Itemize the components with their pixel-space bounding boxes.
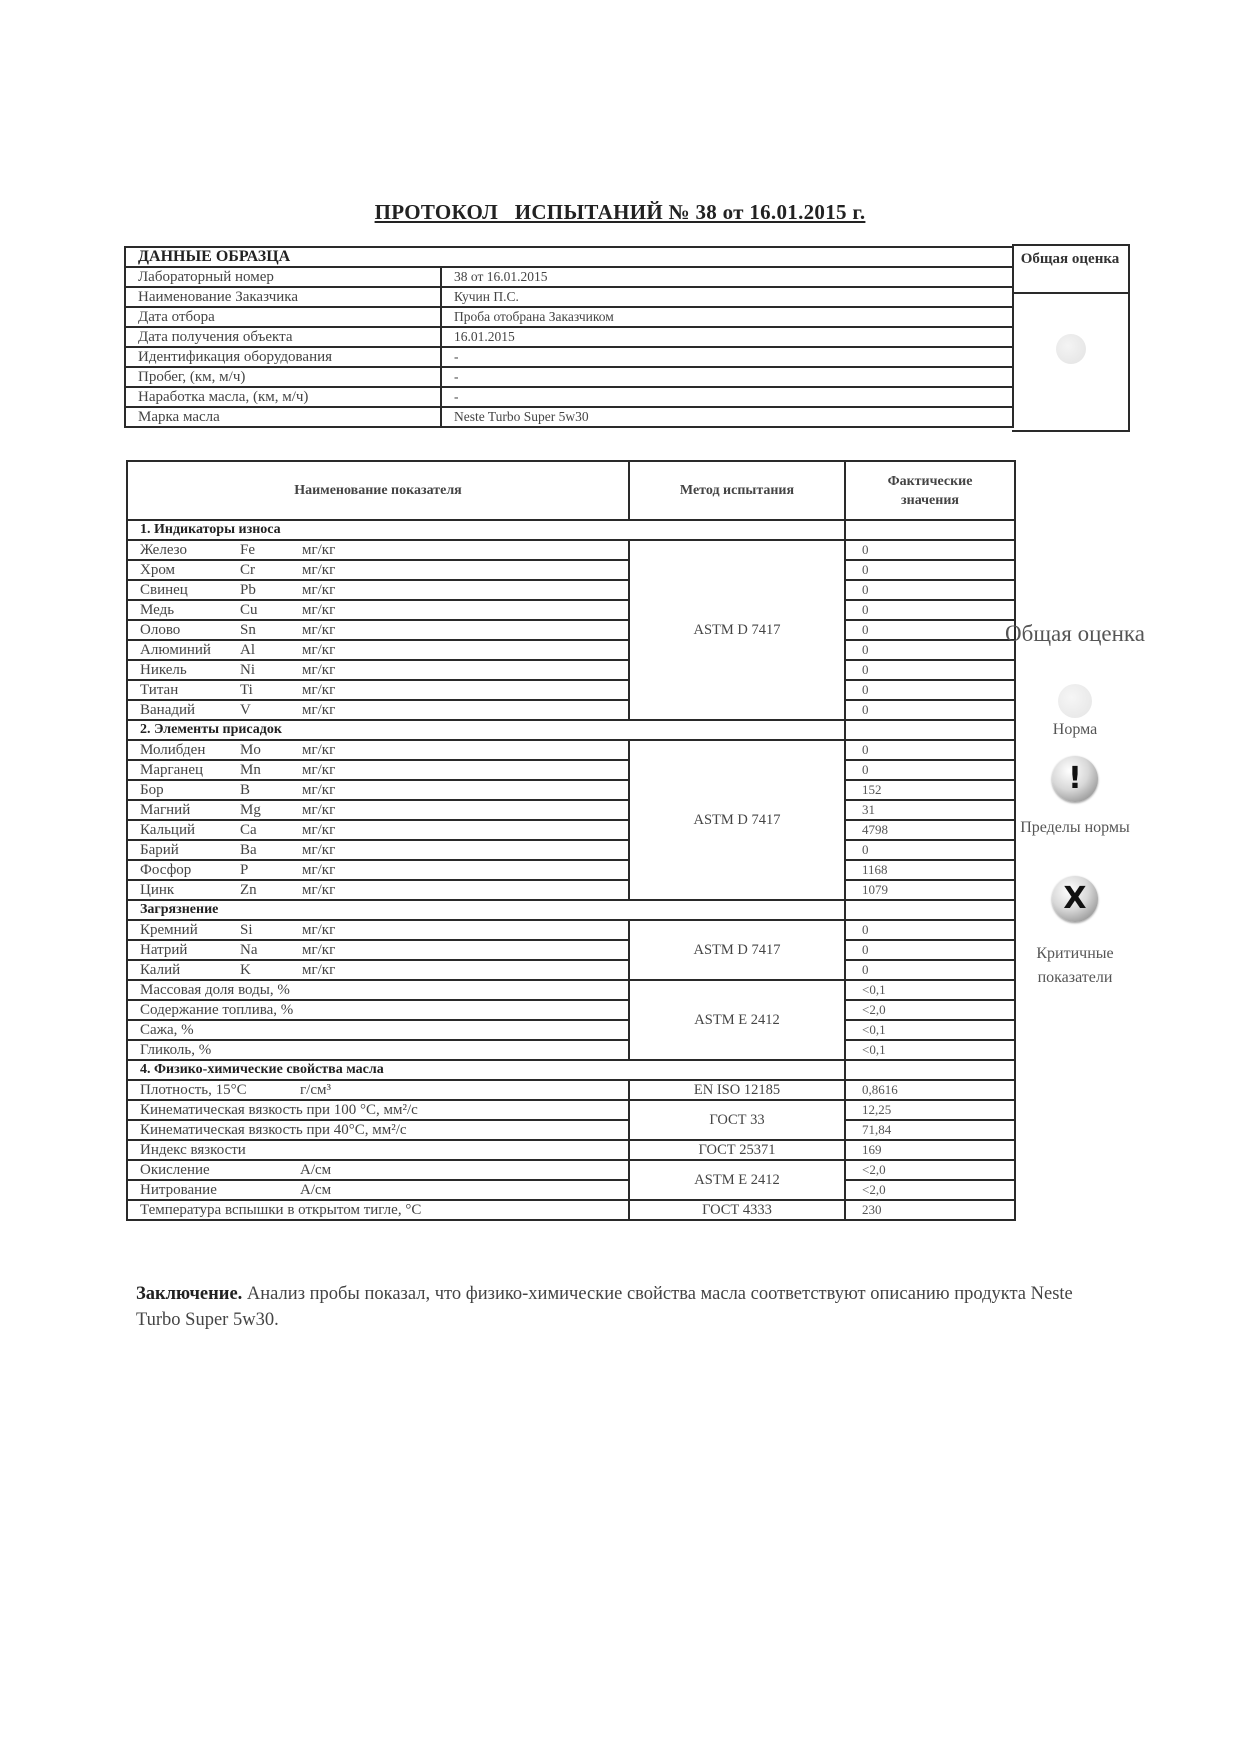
element-symbol: Ni	[240, 662, 255, 678]
indicator-unit: мг/кг	[302, 602, 336, 618]
result-row	[127, 1140, 1015, 1160]
method-cell: ASTM D 7417	[629, 740, 845, 900]
result-row	[127, 860, 1015, 880]
indicator-name: Фосфор	[140, 862, 192, 878]
value-cell: 12,25	[845, 1100, 1015, 1120]
sample-value: Кучин П.С.	[441, 287, 1013, 307]
element-symbol: P	[240, 862, 249, 878]
method-cell: ГОСТ 4333	[629, 1200, 845, 1220]
sample-label: Пробег, (км, м/ч)	[125, 367, 441, 387]
value-cell: <0,1	[845, 1040, 1015, 1060]
norm-icon	[1058, 684, 1092, 718]
value-cell: 31	[845, 800, 1015, 820]
indicator-name: Медь	[140, 602, 175, 618]
element-symbol: Mn	[240, 762, 261, 778]
indicator-name-cell	[127, 740, 629, 760]
indicator-unit: мг/кг	[302, 542, 336, 558]
section-row	[127, 1060, 1015, 1080]
conclusion	[136, 1281, 1096, 1333]
value-cell: 0	[845, 560, 1015, 580]
indicator-unit: мг/кг	[302, 922, 336, 938]
element-symbol: Ti	[240, 682, 253, 698]
sample-header-row	[125, 247, 1013, 267]
indicator-name-cell	[127, 540, 629, 560]
indicator-unit: мг/кг	[302, 962, 336, 978]
result-row	[127, 1100, 1015, 1120]
indicator-unit: мг/кг	[302, 882, 336, 898]
element-symbol: Mo	[240, 742, 261, 758]
value-cell: 1079	[845, 880, 1015, 900]
value-cell: 0	[845, 840, 1015, 860]
indicator-name: Калий	[140, 962, 181, 978]
sample-value: 38 от 16.01.2015	[441, 267, 1013, 287]
indicator-name-cell	[127, 920, 629, 940]
indicator-name: Кинематическая вязкость при 40°C, мм²/с	[140, 1122, 407, 1138]
overall-grade-label: Общая оценка	[1012, 246, 1128, 294]
indicator-name: Нитрование	[140, 1182, 217, 1198]
legend-title: Общая оценка	[1005, 621, 1145, 646]
indicator-name: Гликоль, %	[140, 1042, 212, 1058]
result-row	[127, 540, 1015, 560]
sample-row	[125, 307, 1013, 327]
conclusion-label: Заключение.	[136, 1284, 243, 1304]
header-name: Наименование показателя	[127, 461, 629, 520]
sample-row	[125, 287, 1013, 307]
overall-grade-box	[1012, 244, 1130, 432]
element-symbol: Sn	[240, 622, 256, 638]
indicator-unit: мг/кг	[302, 942, 336, 958]
indicator-name: Олово	[140, 622, 181, 638]
section-title: Загрязнение	[127, 900, 845, 920]
sample-value: -	[441, 387, 1013, 407]
value-cell: 0	[845, 580, 1015, 600]
section-empty-cell	[845, 520, 1015, 540]
indicator-name: Сажа, %	[140, 1022, 194, 1038]
indicator-unit: мг/кг	[302, 642, 336, 658]
indicator-name-cell	[127, 1000, 629, 1020]
indicator-unit: мг/кг	[302, 622, 336, 638]
value-cell: 0	[845, 640, 1015, 660]
value-cell: 0,8616	[845, 1080, 1015, 1100]
result-row	[127, 1120, 1015, 1140]
section-empty-cell	[845, 1060, 1015, 1080]
element-symbol: B	[240, 782, 251, 798]
indicator-unit: мг/кг	[302, 762, 336, 778]
value-cell: 0	[845, 600, 1015, 620]
result-row	[127, 840, 1015, 860]
indicator-name: Ванадий	[140, 702, 196, 718]
indicator-unit: мг/кг	[302, 842, 336, 858]
result-row	[127, 780, 1015, 800]
indicator-name: Барий	[140, 842, 179, 858]
indicator-name-cell	[127, 640, 629, 660]
result-row	[127, 1200, 1015, 1220]
method-cell: EN ISO 12185	[629, 1080, 845, 1100]
value-cell: <0,1	[845, 980, 1015, 1000]
indicator-unit: А/см	[300, 1182, 332, 1198]
indicator-name: Кальций	[140, 822, 196, 838]
indicator-name-cell	[127, 980, 629, 1000]
result-row	[127, 1080, 1015, 1100]
result-row	[127, 920, 1015, 940]
result-row	[127, 1000, 1015, 1020]
section-title: 2. Элементы присадок	[127, 720, 845, 740]
method-cell: ASTM E 2412	[629, 1160, 845, 1200]
result-row	[127, 580, 1015, 600]
indicator-unit: мг/кг	[302, 562, 336, 578]
value-cell: 0	[845, 740, 1015, 760]
warning-glyph: !	[1068, 761, 1082, 796]
value-cell: 0	[845, 960, 1015, 980]
value-cell: 71,84	[845, 1120, 1015, 1140]
indicator-name-cell	[127, 760, 629, 780]
sample-row	[125, 267, 1013, 287]
result-row	[127, 1160, 1015, 1180]
result-row	[127, 1020, 1015, 1040]
result-row	[127, 560, 1015, 580]
indicator-name: Никель	[140, 662, 187, 678]
indicator-name-cell	[127, 800, 629, 820]
sample-value: 16.01.2015	[441, 327, 1013, 347]
indicator-name-cell	[127, 1040, 629, 1060]
indicator-name-cell	[127, 780, 629, 800]
indicator-name-cell	[127, 1020, 629, 1040]
result-row	[127, 800, 1015, 820]
results-table	[126, 460, 1016, 1221]
section-row	[127, 900, 1015, 920]
method-cell: ASTM D 7417	[629, 920, 845, 980]
element-symbol: Zn	[240, 882, 257, 898]
indicator-unit: мг/кг	[302, 862, 336, 878]
element-symbol: Cr	[240, 562, 255, 578]
indicator-name: Молибден	[140, 742, 206, 758]
value-cell: 169	[845, 1140, 1015, 1160]
element-symbol: Cu	[240, 602, 258, 618]
indicator-unit: мг/кг	[302, 682, 336, 698]
element-symbol: Na	[240, 942, 258, 958]
result-row	[127, 700, 1015, 720]
indicator-name: Марганец	[140, 762, 204, 778]
sample-label: Дата получения объекта	[125, 327, 441, 347]
indicator-name: Кинематическая вязкость при 100 °C, мм²/с	[140, 1102, 418, 1118]
indicator-name-cell	[127, 620, 629, 640]
document-title: ПРОТОКОЛ ИСПЫТАНИЙ № 38 от 16.01.2015 г.	[374, 200, 866, 224]
section-row	[127, 520, 1015, 540]
value-cell: 0	[845, 920, 1015, 940]
indicator-unit: мг/кг	[302, 822, 336, 838]
sample-value: Проба отобрана Заказчиком	[441, 307, 1013, 327]
result-row	[127, 600, 1015, 620]
element-symbol: K	[240, 962, 251, 978]
method-cell: ASTM D 7417	[629, 540, 845, 720]
value-cell: <2,0	[845, 1000, 1015, 1020]
indicator-name-cell	[127, 940, 629, 960]
indicator-unit: А/см	[300, 1162, 332, 1178]
indicator-name: Свинец	[140, 582, 188, 598]
indicator-name: Железо	[140, 542, 187, 558]
element-symbol: Al	[240, 642, 255, 658]
indicator-name-cell	[127, 680, 629, 700]
indicator-name: Магний	[140, 802, 191, 818]
indicator-name-cell	[127, 1100, 629, 1120]
indicator-name-cell	[127, 1160, 629, 1180]
sample-label: Марка масла	[125, 407, 441, 427]
result-row	[127, 940, 1015, 960]
value-cell: 0	[845, 620, 1015, 640]
legend-warn: Пределы нормы	[1020, 819, 1130, 836]
result-row	[127, 1180, 1015, 1200]
result-row	[127, 760, 1015, 780]
indicator-unit: мг/кг	[302, 802, 336, 818]
sample-value: -	[441, 347, 1013, 367]
method-cell: ГОСТ 25371	[629, 1140, 845, 1160]
indicator-name: Титан	[140, 682, 179, 698]
element-symbol: Ca	[240, 822, 257, 838]
indicator-name: Алюминий	[140, 642, 211, 658]
indicator-name-cell	[127, 560, 629, 580]
indicator-name-cell	[127, 960, 629, 980]
sample-label: Лабораторный номер	[125, 267, 441, 287]
indicator-name: Содержание топлива, %	[140, 1002, 294, 1018]
indicator-name-cell	[127, 860, 629, 880]
result-row	[127, 620, 1015, 640]
sample-row	[125, 327, 1013, 347]
indicator-unit: мг/кг	[302, 582, 336, 598]
sample-value: -	[441, 367, 1013, 387]
result-row	[127, 880, 1015, 900]
sample-row	[125, 387, 1013, 407]
indicator-name-cell	[127, 1080, 629, 1100]
value-cell: 1168	[845, 860, 1015, 880]
conclusion-text: Анализ пробы показал, что физико-химические свойства масла соответствуют описанию продукта Neste Turbo Super 5w30.	[136, 1284, 1073, 1330]
element-symbol: Pb	[240, 582, 256, 598]
sample-row	[125, 407, 1013, 427]
value-cell: <2,0	[845, 1160, 1015, 1180]
indicator-name: Бор	[140, 782, 164, 798]
indicator-name-cell	[127, 700, 629, 720]
result-row	[127, 660, 1015, 680]
result-row	[127, 820, 1015, 840]
indicator-name-cell	[127, 880, 629, 900]
section-empty-cell	[845, 720, 1015, 740]
element-symbol: Ba	[240, 842, 257, 858]
value-cell: 0	[845, 660, 1015, 680]
critical-glyph: X	[1063, 881, 1087, 916]
grade-mark-icon	[1056, 334, 1086, 364]
legend-critical: Критичные показатели	[1036, 945, 1114, 986]
element-symbol: Si	[240, 922, 253, 938]
value-cell: <2,0	[845, 1180, 1015, 1200]
indicator-unit: мг/кг	[302, 782, 336, 798]
indicator-name: Хром	[140, 562, 176, 578]
indicator-name: Индекс вязкости	[140, 1142, 246, 1158]
indicator-name-cell	[127, 1180, 629, 1200]
value-cell: 0	[845, 540, 1015, 560]
indicator-name: Кремний	[140, 922, 198, 938]
indicator-name-cell	[127, 600, 629, 620]
indicator-name-cell	[127, 660, 629, 680]
result-row	[127, 980, 1015, 1000]
indicator-name: Натрий	[140, 942, 188, 958]
results-header-row	[127, 461, 1015, 520]
legend-norm: Норма	[1052, 721, 1098, 738]
sample-data-table	[124, 246, 1014, 428]
sample-label: Идентификация оборудования	[125, 347, 441, 367]
element-symbol: V	[240, 702, 251, 718]
indicator-name-cell	[127, 1200, 629, 1220]
value-cell: 0	[845, 940, 1015, 960]
value-cell: 230	[845, 1200, 1015, 1220]
value-cell: 4798	[845, 820, 1015, 840]
indicator-name: Окисление	[140, 1162, 210, 1178]
indicator-name: Плотность, 15°C	[140, 1082, 247, 1098]
indicator-unit: мг/кг	[302, 742, 336, 758]
method-cell: ГОСТ 33	[629, 1100, 845, 1140]
header-method: Метод испытания	[629, 461, 845, 520]
indicator-unit: мг/кг	[302, 702, 336, 718]
critical-icon	[1052, 876, 1098, 922]
element-symbol: Fe	[240, 542, 255, 558]
indicator-name-cell	[127, 1120, 629, 1140]
sample-row	[125, 347, 1013, 367]
indicator-unit: г/см³	[300, 1082, 331, 1098]
section-row	[127, 720, 1015, 740]
sample-value: Neste Turbo Super 5w30	[441, 407, 1013, 427]
sample-row	[125, 367, 1013, 387]
value-cell: 152	[845, 780, 1015, 800]
result-row	[127, 680, 1015, 700]
section-title: 1. Индикаторы износа	[127, 520, 845, 540]
sample-header: ДАННЫЕ ОБРАЗЦА	[125, 247, 1013, 267]
section-title: 4. Физико-химические свойства масла	[127, 1060, 845, 1080]
result-row	[127, 1040, 1015, 1060]
indicator-name: Цинк	[140, 882, 175, 898]
value-cell: 0	[845, 680, 1015, 700]
warning-icon	[1052, 756, 1098, 802]
element-symbol: Mg	[240, 802, 261, 818]
indicator-name-cell	[127, 840, 629, 860]
indicator-name: Массовая доля воды, %	[140, 982, 290, 998]
indicator-name: Температура вспышки в открытом тигле, °C	[140, 1202, 422, 1218]
indicator-unit: мг/кг	[302, 662, 336, 678]
sample-label: Дата отбора	[125, 307, 441, 327]
result-row	[127, 740, 1015, 760]
indicator-name-cell	[127, 820, 629, 840]
result-row	[127, 960, 1015, 980]
indicator-name-cell	[127, 1140, 629, 1160]
sample-label: Наименование Заказчика	[125, 287, 441, 307]
value-cell: 0	[845, 700, 1015, 720]
sample-label: Наработка масла, (км, м/ч)	[125, 387, 441, 407]
header-value: Фактические значения	[845, 461, 1015, 520]
section-empty-cell	[845, 900, 1015, 920]
result-row	[127, 640, 1015, 660]
value-cell: 0	[845, 760, 1015, 780]
value-cell: <0,1	[845, 1020, 1015, 1040]
method-cell: ASTM E 2412	[629, 980, 845, 1060]
indicator-name-cell	[127, 580, 629, 600]
